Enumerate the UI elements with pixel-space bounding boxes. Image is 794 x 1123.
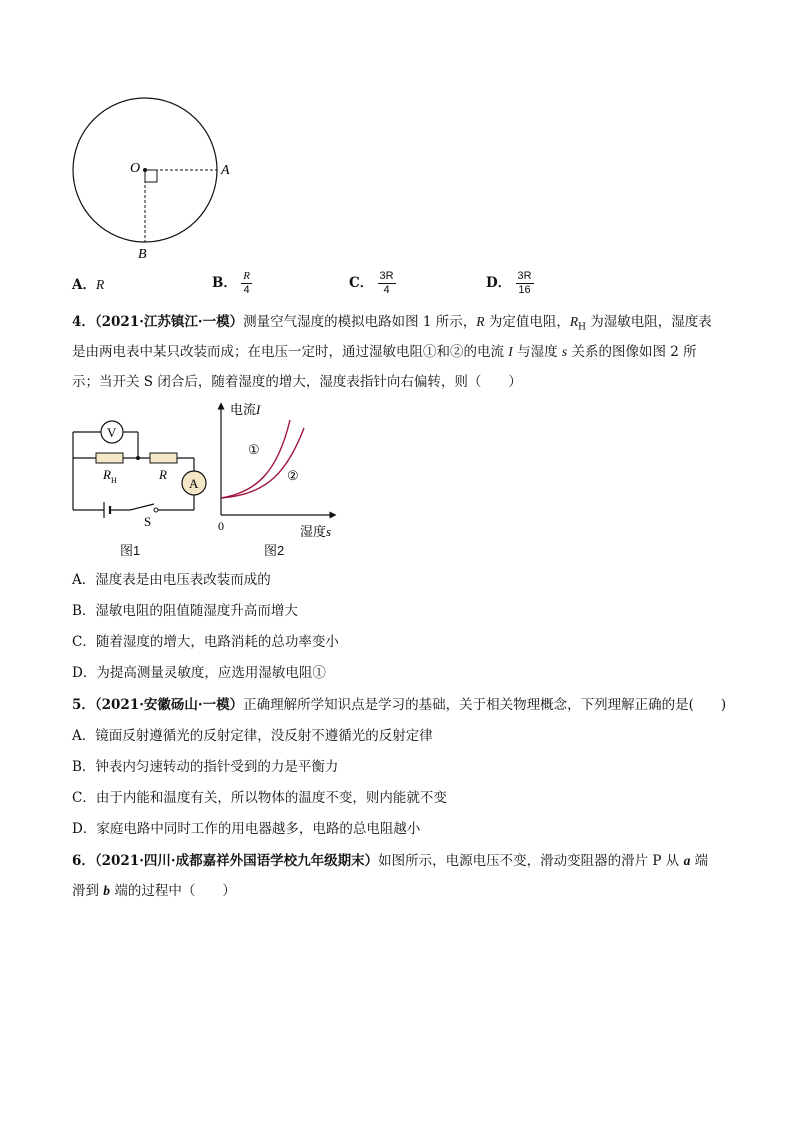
q4-option-b[interactable]: B．湿敏电阻的阻值随湿度升高而增大 bbox=[72, 603, 298, 619]
voltmeter-label: V bbox=[107, 425, 117, 440]
q6-head: 6．（2021·四川·成都嘉祥外国语学校九年级期末） bbox=[72, 853, 379, 869]
resistor-rh bbox=[96, 453, 123, 463]
r-label: R bbox=[159, 467, 167, 482]
q3-option-d[interactable]: D． $\frac{3R}{16}$ bbox=[486, 270, 532, 296]
q3-option-c[interactable]: C． $\frac{3R}{4}$ bbox=[349, 270, 394, 296]
x-axis-label: 湿度s bbox=[300, 524, 332, 540]
label-b: B bbox=[138, 247, 147, 262]
label-o: O bbox=[130, 161, 141, 176]
fig1-caption: 图1 bbox=[120, 543, 141, 558]
origin-label: 0 bbox=[218, 519, 224, 533]
curve-1 bbox=[221, 420, 290, 498]
q3-options-row bbox=[72, 270, 732, 301]
q4-line-1: 4．（2021·江苏镇江·一模）测量空气湿度的模拟电路如图 1 所示，R 为定值电阻，$R_H$ 为湿敏电阻，湿度表 bbox=[72, 314, 712, 333]
right-angle-mark bbox=[145, 170, 157, 182]
switch-label: S bbox=[144, 514, 152, 529]
fig2-caption: 图2 bbox=[264, 543, 285, 558]
y-axis-label: 电流I bbox=[230, 402, 261, 418]
q4-line-2: 是由两电表中某只改装而成；在电压一定时，通过湿敏电阻①和②的电流 I 与湿度 s 关系的图像如图 2 所 bbox=[72, 344, 697, 360]
center-point bbox=[143, 168, 147, 172]
q5-option-b[interactable]: B．钟表内匀速转动的指针受到的力是平衡力 bbox=[72, 759, 339, 775]
switch-blade bbox=[130, 504, 154, 510]
q3-d-fraction: $\frac{3R}{16}$ bbox=[517, 270, 532, 296]
q6-line-2: 滑到 b 端的过程中（ ） bbox=[72, 883, 236, 899]
q4-circuit-figure bbox=[68, 412, 218, 532]
switch-contact bbox=[154, 508, 158, 512]
q3-c-fraction: $\frac{3R}{4}$ bbox=[379, 270, 394, 296]
q4-option-a[interactable]: A．湿度表是由电压表改装而成的 bbox=[72, 572, 271, 588]
q3-option-b[interactable]: B． $\frac{R}{4}$ bbox=[212, 270, 250, 296]
q4-option-d[interactable]: D．为提高测量灵敏度，应选用湿敏电阻① bbox=[72, 665, 326, 681]
q5-option-a[interactable]: A．镜面反射遵循光的反射定律，没反射不遵循光的反射定律 bbox=[72, 728, 433, 744]
resistor-r bbox=[150, 453, 177, 463]
curve-2-label: ② bbox=[287, 468, 299, 483]
circle-figure bbox=[60, 90, 240, 270]
q5-head: 5．（2021·安徽砀山·一模） bbox=[72, 697, 244, 713]
q4-line-3: 示；当开关 S 闭合后，随着湿度的增大，湿度表指针向右偏转，则（ ） bbox=[72, 374, 522, 390]
q5-stem: 5．（2021·安徽砀山·一模）正确理解所学知识点是学习的基础，关于相关物理概念，下列理解正确的是( ) bbox=[72, 697, 727, 713]
q6-line-1: 6．（2021·四川·成都嘉祥外国语学校九年级期末）如图所示，电源电压不变，滑动变阻器的滑片 P 从 a 端 bbox=[72, 853, 709, 869]
rh-label: $R_H$ bbox=[103, 467, 117, 485]
q5-option-c[interactable]: C．由于内能和温度有关，所以物体的温度不变，则内能就不变 bbox=[72, 790, 447, 806]
label-a: A bbox=[221, 163, 230, 178]
ammeter-label: A bbox=[189, 476, 199, 491]
q4-head: 4．（2021·江苏镇江·一模） bbox=[72, 314, 244, 330]
curve-2 bbox=[221, 428, 304, 498]
q3-option-a[interactable]: A．R bbox=[72, 277, 105, 293]
q4-option-c[interactable]: C．随着湿度的增大，电路消耗的总功率变小 bbox=[72, 634, 339, 650]
q5-option-d[interactable]: D．家庭电路中同时工作的用电器越多，电路的总电阻越小 bbox=[72, 821, 421, 837]
q3-b-fraction: $\frac{R}{4}$ bbox=[243, 270, 250, 296]
q4-graph-figure bbox=[208, 400, 348, 540]
curve-1-label: ① bbox=[248, 442, 260, 457]
